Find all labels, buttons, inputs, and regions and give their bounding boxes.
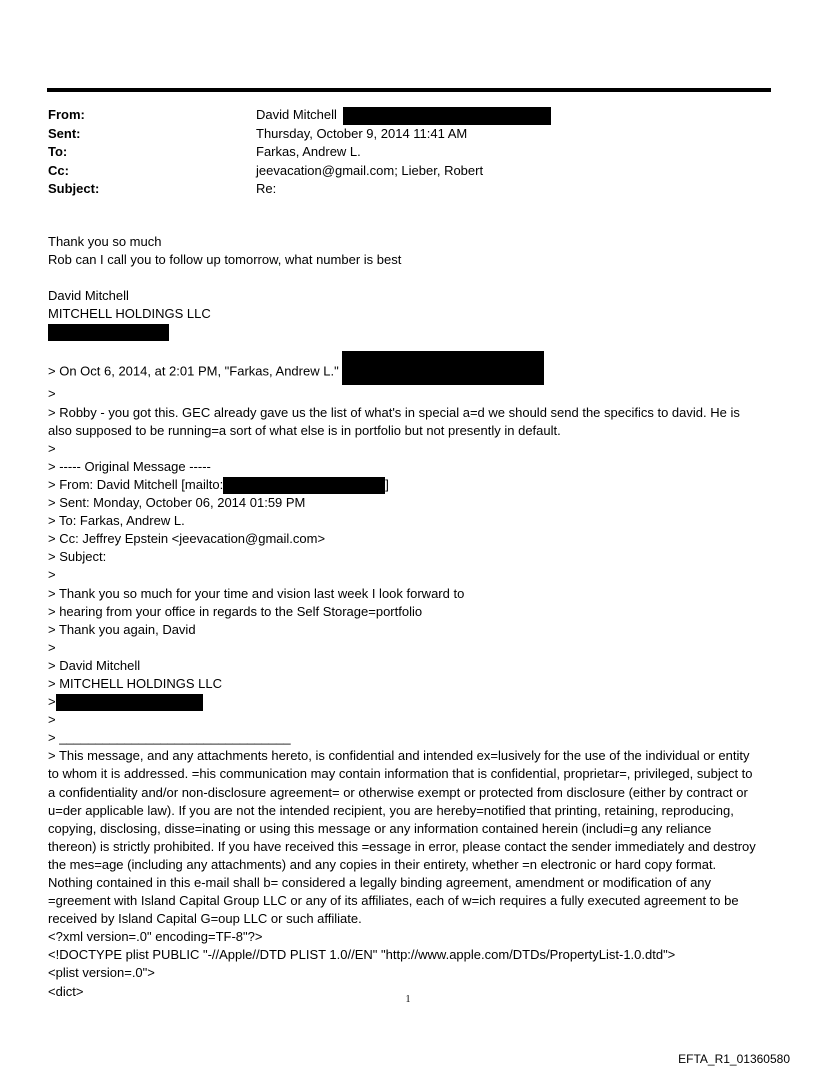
quote-line: > On Oct 6, 2014, at 2:01 PM, "Farkas, Andrew L."	[48, 363, 339, 379]
from-value: David Mitchell	[256, 107, 337, 122]
email-header	[48, 106, 748, 199]
quote-line: >	[48, 440, 56, 456]
page-number: 1	[405, 994, 411, 1005]
subject-label: Subject:	[48, 181, 100, 196]
signature-company: MITCHELL HOLDINGS LLC	[48, 306, 211, 322]
cc-row	[48, 162, 748, 181]
header-rule	[47, 88, 771, 92]
quote-line: >	[48, 386, 56, 402]
redaction-bar	[343, 107, 551, 125]
disclaimer-paragraph: > This message, and any attachments hereto, is confidential and intended ex=lusively for the use of the individual or entity to whom it is addressed. =his communication may contain information that is confidential, proprietar=, privileged, subject to a confidentiality and/or non-disclosure agreement= or otherwise exempt or protected from disclosure (either by contract or u=der applicable law). If you are not the intended recipient, you are hereby=notified that printing, retaining, reproducing, copying, disclosing, disse=inating or using this message or any information contained herein (includi=g any reliance thereon) is strictly prohibited. If you have received this =essage in error, please contact the sender immediately and destroy the mes=age (including any attachments) and any copies in their entirety, whether =n electronic or hard copy format. Nothing contained in this e-mail shall b= considered a legally binding agreement, amendment or modification of any =greement with Island Capital Group LLC or any of its affiliates, each of w=ich requires a fully executed agreement to be received by Island Capital G=oup LLC or such affiliate.	[48, 748, 756, 927]
to-value: Farkas, Andrew L.	[256, 144, 361, 159]
sent-label: Sent:	[48, 125, 81, 141]
xml-line: <?xml version=.0" encoding=TF-8"?>	[48, 929, 263, 945]
xml-line: <dict>	[48, 983, 84, 999]
quote-line: > MITCHELL HOLDINGS LLC	[48, 675, 222, 691]
from-label: From:	[48, 107, 85, 122]
subject-value: Re:	[256, 181, 277, 196]
quote-paragraph: > Robby - you got this. GEC already gave us the list of what's in special a=d we should send the specifics to david. He is also supposed to be running=a sort of what else is in portfolio but not presently in default.	[48, 404, 740, 438]
quote-line: > ________________________________	[48, 730, 291, 746]
quote-line: > Thank you again, David	[48, 621, 196, 637]
document-id: EFTA_R1_01360580	[678, 1052, 790, 1066]
quote-line: >	[48, 712, 56, 728]
quote-line: >	[48, 567, 56, 583]
redaction-bar	[56, 694, 203, 711]
from-row	[48, 106, 748, 125]
quote-line: > hearing from your office in regards to the Self Storage=portfolio	[48, 603, 423, 619]
quote-line: > David Mitchell	[48, 657, 141, 673]
cc-value: jeevacation@gmail.com; Lieber, Robert	[256, 162, 484, 178]
signature-name: David Mitchell	[48, 288, 129, 304]
quote-line: >	[48, 694, 56, 710]
xml-line: <!DOCTYPE plist PUBLIC "-//Apple//DTD PLIST 1.0//EN" "http://www.apple.com/DTDs/PropertyList-1.0.dtd">	[48, 947, 676, 963]
sent-value: Thursday, October 9, 2014 11:41 AM	[256, 125, 468, 141]
subject-row	[48, 180, 748, 199]
to-label: To:	[48, 144, 68, 159]
redaction-bar	[48, 324, 169, 341]
sent-row	[48, 125, 748, 144]
xml-line: <plist version=.0">	[48, 965, 155, 981]
body-line: Rob can I call you to follow up tomorrow, what number is best	[48, 252, 402, 268]
to-row	[48, 143, 748, 162]
quote-line: > ----- Original Message -----	[48, 458, 211, 474]
quote-line: > Subject:	[48, 549, 107, 565]
quote-line: > Sent: Monday, October 06, 2014 01:59 PM	[48, 495, 306, 511]
quote-line: >	[48, 639, 56, 655]
quote-line: > To: Farkas, Andrew L.	[48, 513, 185, 529]
quote-line: > From: David Mitchell [mailto:	[48, 476, 224, 492]
quote-line: > Thank you so much for your time and vision last week I look forward to	[48, 585, 465, 601]
email-body: Thank you so much Rob can I call you to follow up tomorrow, what number is best David Mitchell MITCHELL HOLDINGS LLC > On Oct 6, 2014, at 2:01 PM, "Farkas, Andrew L." > > Robby - you got this. GEC already gave us the list of what's in special a=d we should send the specifics to david. He is also supposed to be running=a sort of what else is in portfolio but not presently in default. > > ----- Original Message ----- > From: David Mitchell [mailto: ] > Sent: Monday, October 06, 2014 01:59 PM > To: Farkas, Andrew L. > Cc: Jeffrey Epstein <jeevacation@gmail.com> > Subject: > > Thank you so much for your time and vision last week I look forward to > hearing from your office in regards to the Self Storage=portfolio > Thank you again, David > > David Mitchell > MITCHELL HOLDINGS LLC > > > ________________________________ > This message, and any attachments hereto, is confidential and intended ex=lusively for the use of the individual or entity to whom it is addressed. =his communication may contain information that is confidential, proprietar=, privileged, subject to a confidentiality and/or non-disclosure agreement= or otherwise exempt or protected from disclosure (either by contract or u=der applicable law). If you are not the intended recipient, you are hereby=notified that printing, retaining, reproducing, copying, disclosing, disse=inating or using this message or any information contained herein (includi=g any reliance thereon) is strictly prohibited. If you have received this =essage in error, please contact the sender immediately and destroy the mes=age (including any attachments) and any copies in their entirety, whether =n electronic or hard copy format. Nothing contained in this e-mail shall b= considered a legally binding agreement, amendment or modification of any =greement with Island Capital Group LLC or any of its affiliates, each of w=ich requires a fully executed agreement to be received by Island Capital G=oup LLC or such affiliate. <?xml version=.0" encoding=TF-8"?> <!DOCTYPE plist PUBLIC "-//Apple//DTD PLIST 1.0//EN" "http://www.apple.com/DTDs/PropertyList-1.0.dtd"> <plist version=.0"> <dict>	[48, 233, 763, 1001]
cc-label: Cc:	[48, 162, 69, 178]
redaction-bar	[223, 477, 385, 494]
redaction-bar	[342, 351, 544, 385]
quote-line: > Cc: Jeffrey Epstein <jeevacation@gmail.com>	[48, 531, 326, 547]
body-line: Thank you so much	[48, 234, 162, 249]
